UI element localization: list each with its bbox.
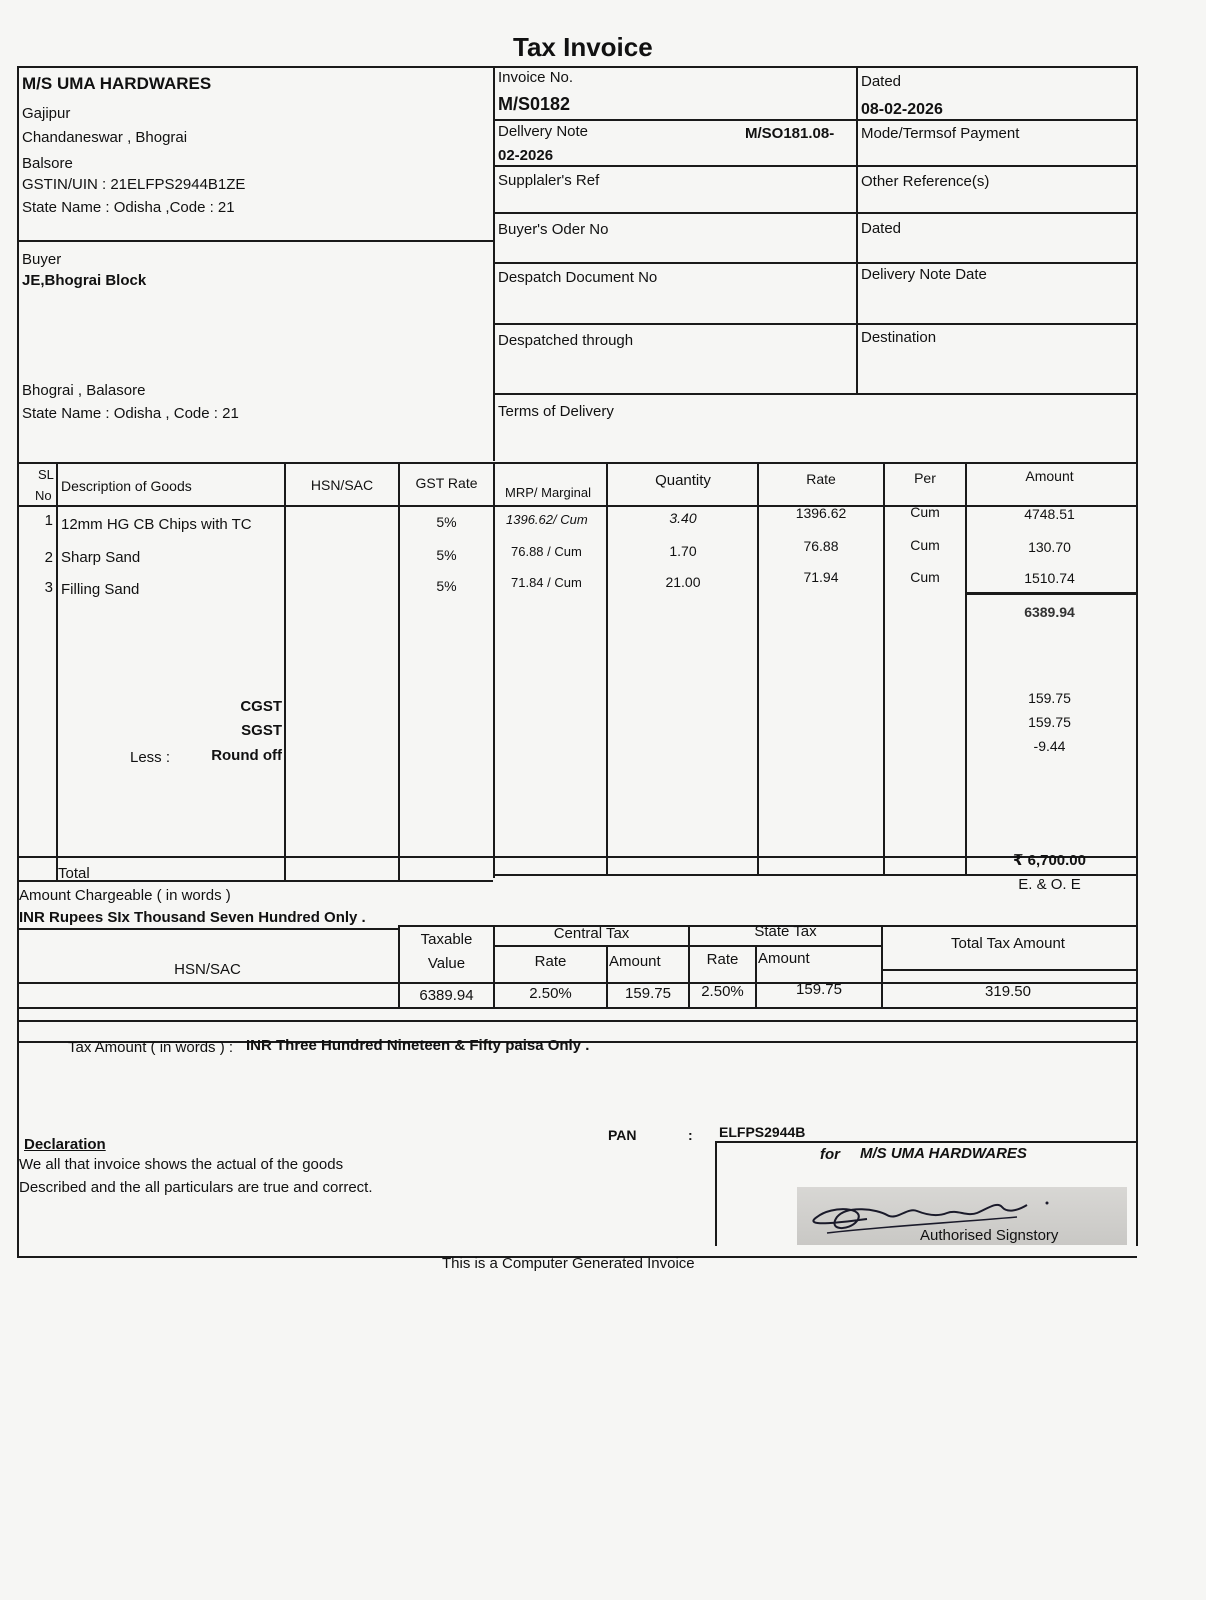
tax-header-hsn: HSN/SAC	[174, 961, 241, 978]
tax-taxable-value: 6389.94	[419, 987, 474, 1004]
col-header-per: Per	[914, 470, 936, 486]
cgst-label: CGST	[240, 698, 282, 715]
other-ref-label: Other Reference(s)	[861, 173, 990, 190]
item-gst-rate: 5%	[436, 514, 457, 530]
item-description: Filling Sand	[61, 581, 140, 598]
item-quantity: 21.00	[665, 574, 701, 590]
item-per: Cum	[910, 537, 940, 553]
payment-terms-label: Mode/Termsof Payment	[861, 125, 1020, 142]
round-off-label: Round off	[211, 747, 282, 764]
despatched-through-label: Despatched through	[498, 332, 634, 349]
supplier-ref-label: Supplaler's Ref	[498, 172, 600, 189]
buyer-state: State Name : Odisha , Code : 21	[22, 405, 239, 422]
eoe-note: E. & O. E	[1018, 876, 1081, 893]
amount-words-value: INR Rupees SIx Thousand Seven Hundred Only .	[19, 909, 366, 926]
item-amount: 1510.74	[1024, 570, 1075, 586]
item-per: Cum	[910, 504, 940, 520]
amount-words-label: Amount Chargeable ( in words )	[19, 887, 231, 904]
divider	[284, 462, 286, 880]
item-description: 12mm HG CB Chips with TC	[61, 516, 252, 533]
item-mrp: 1396.62/ Cum	[506, 512, 588, 527]
item-mrp: 76.88 / Cum	[511, 544, 582, 559]
tax-state-rate: 2.50%	[701, 983, 744, 1000]
item-sl: 3	[44, 579, 53, 596]
col-header-quantity: Quantity	[655, 472, 711, 489]
despatch-doc-label: Despatch Document No	[498, 269, 658, 286]
col-header-hsn: HSN/SAC	[310, 477, 374, 493]
tax-header-c-amount: Amount	[609, 953, 661, 970]
invoice-no-label: Invoice No.	[498, 69, 574, 86]
tax-header-c-rate: Rate	[534, 953, 567, 970]
tax-header-s-amount: Amount	[758, 950, 810, 967]
tax-header-central: Central Tax	[553, 925, 630, 942]
divider	[881, 969, 1136, 971]
divider	[493, 119, 1136, 121]
seller-address-line: Balsore	[22, 155, 73, 172]
divider	[56, 462, 58, 880]
tax-header-total: Total Tax Amount	[951, 935, 1065, 952]
tax-central-amount: 159.75	[625, 985, 671, 1002]
tax-state-amount: 159.75	[796, 981, 842, 998]
declaration-line: We all that invoice shows the actual of the goods	[19, 1156, 344, 1173]
divider	[856, 66, 858, 394]
divider	[493, 323, 1136, 325]
divider	[17, 928, 398, 930]
item-amount: 4748.51	[1024, 506, 1075, 522]
cgst-amount: 159.75	[1028, 690, 1071, 706]
item-sl: 1	[44, 512, 53, 529]
less-label: Less :	[130, 749, 171, 766]
delivery-note-label: Dellvery Note	[498, 123, 589, 140]
item-quantity: 1.70	[669, 543, 697, 559]
tax-header-s-rate: Rate	[706, 951, 739, 968]
destination-label: Destination	[861, 329, 937, 346]
item-gst-rate: 5%	[436, 578, 457, 594]
for-label: for	[820, 1146, 840, 1163]
tax-header-value: Value	[427, 955, 466, 972]
seller-address-line: Chandaneswar , Bhograi	[22, 129, 188, 146]
item-rate: 76.88	[803, 538, 839, 554]
seller-address-line: Gajipur	[22, 105, 71, 122]
delivery-note-value-cont: 02-2026	[498, 147, 554, 164]
total-label: Total	[58, 865, 90, 882]
divider	[883, 462, 885, 874]
tax-words-label: Tax Amount ( in words ) :	[68, 1039, 234, 1056]
round-off-amount: -9.44	[1033, 738, 1066, 754]
tax-header-taxable: Taxable	[420, 931, 473, 948]
pan-value: ELFPS2944B	[719, 1124, 806, 1140]
divider	[493, 262, 1136, 264]
divider	[493, 945, 881, 947]
declaration-title: Declaration	[24, 1136, 106, 1153]
divider	[17, 240, 493, 242]
divider	[493, 165, 1136, 167]
document-title: Tax Invoice	[513, 32, 653, 62]
delivery-note-date-label: Delivery Note Date	[861, 266, 987, 283]
item-amount: 130.70	[1028, 539, 1071, 555]
col-header-rate: Rate	[806, 471, 836, 487]
divider	[965, 462, 967, 874]
pan-separator: :	[688, 1127, 693, 1143]
col-header-description: Description of Goods	[61, 478, 192, 494]
divider	[17, 505, 493, 507]
divider	[493, 212, 1136, 214]
buyer-address: Bhograi , Balasore	[22, 382, 146, 399]
divider	[493, 393, 1136, 395]
divider	[715, 1141, 1136, 1143]
grand-total: ₹ 6,700.00	[1013, 852, 1086, 869]
divider	[1136, 66, 1138, 1246]
divider	[965, 592, 1136, 595]
item-gst-rate: 5%	[436, 547, 457, 563]
divider	[17, 66, 19, 1258]
divider	[715, 1141, 717, 1246]
seller-gstin: GSTIN/UIN : 21ELFPS2944B1ZE	[22, 176, 246, 193]
tax-words-value: INR Three Hundred Nineteen & Fifty paisa Only .	[246, 1037, 590, 1054]
tax-central-rate: 2.50%	[529, 985, 572, 1002]
buyer-order-dated-label: Dated	[861, 220, 902, 237]
divider	[17, 1020, 1137, 1022]
item-per: Cum	[910, 569, 940, 585]
item-description: Sharp Sand	[61, 549, 141, 566]
col-header-no: No	[35, 488, 52, 503]
invoice-date: 08-02-2026	[861, 101, 943, 118]
delivery-note-value: M/SO181.08-	[745, 125, 835, 142]
item-quantity: 3.40	[669, 510, 697, 526]
subtotal-amount: 6389.94	[1024, 604, 1075, 620]
tax-header-state: State Tax	[754, 923, 817, 940]
col-header-gst-rate: GST Rate	[415, 475, 478, 491]
authorised-signatory-label: Authorised Signstory	[920, 1227, 1059, 1244]
terms-of-delivery-label: Terms of Delivery	[498, 403, 614, 420]
col-header-amount: Amount	[1025, 468, 1074, 484]
buyer-label: Buyer	[22, 251, 62, 268]
invoice-no: M/S0182	[498, 94, 571, 114]
pan-label: PAN	[608, 1127, 637, 1143]
item-rate: 1396.62	[795, 505, 847, 521]
tax-total-amount: 319.50	[985, 983, 1031, 1000]
divider	[17, 462, 1137, 464]
divider	[493, 462, 495, 878]
sgst-amount: 159.75	[1028, 714, 1071, 730]
divider	[17, 66, 1137, 68]
seller-state: State Name : Odisha ,Code : 21	[22, 199, 235, 216]
buyer-name: JE,Bhograi Block	[22, 272, 147, 289]
col-header-mrp: MRP/ Marginal	[505, 485, 591, 500]
dated-label: Dated	[861, 73, 902, 90]
seller-name: M/S UMA HARDWARES	[22, 74, 212, 93]
declaration-line: Described and the all particulars are true and correct.	[19, 1179, 373, 1196]
sgst-label: SGST	[241, 722, 282, 739]
signature-company: M/S UMA HARDWARES	[860, 1145, 1027, 1162]
col-header-sl: SL	[38, 467, 54, 482]
divider	[17, 1007, 1137, 1009]
item-mrp: 71.84 / Cum	[511, 575, 582, 590]
buyer-order-label: Buyer's Oder No	[498, 221, 609, 238]
computer-generated-note: This is a Computer Generated Invoice	[442, 1255, 695, 1272]
item-sl: 2	[44, 549, 53, 566]
item-rate: 71.94	[803, 569, 839, 585]
